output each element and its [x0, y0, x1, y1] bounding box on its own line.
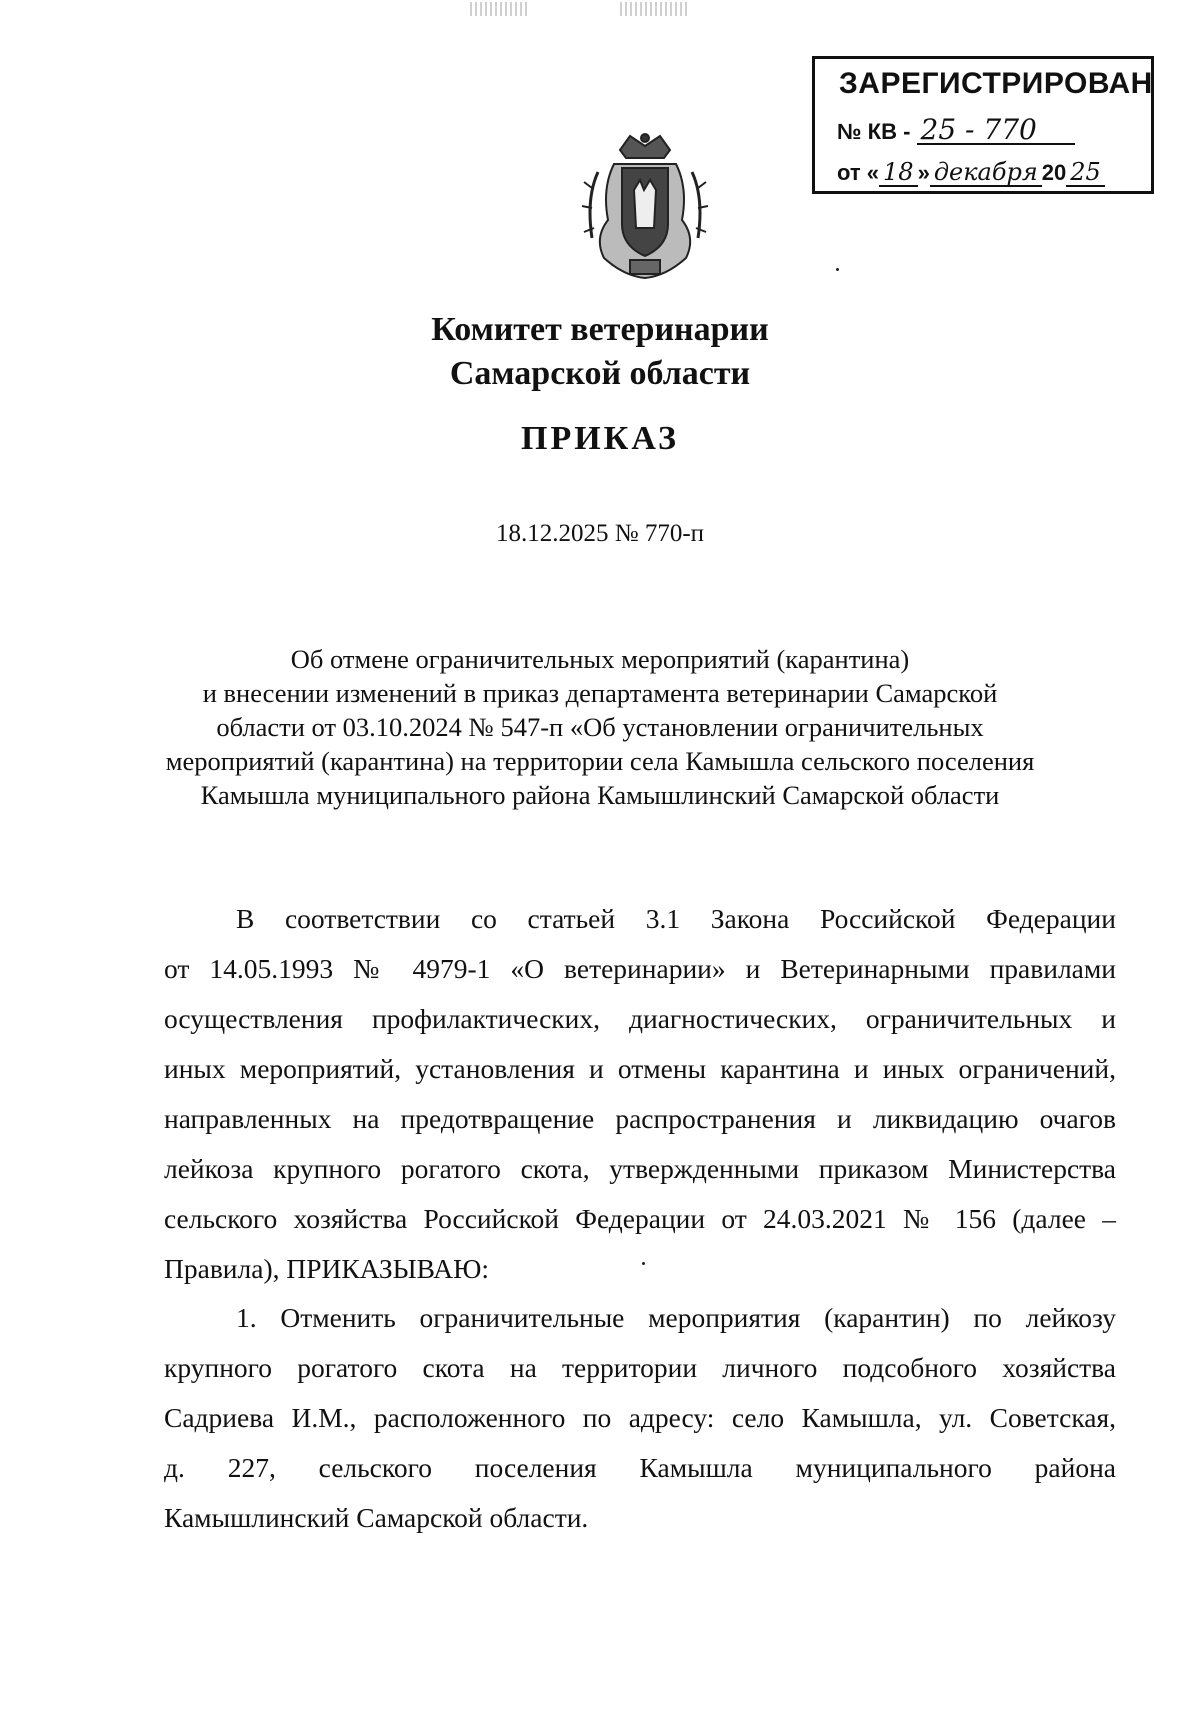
subject-line: и внесении изменений в приказ департамента ветеринарии Самарской: [202, 678, 998, 708]
stamp-date-mid: »: [917, 160, 930, 185]
scan-artifact: [470, 2, 528, 16]
preamble-line: сельского хозяйства Российской Федерации от 24.03.2021 № 156 (далее –: [164, 1203, 1116, 1234]
preamble-line: от 14.05.1993 № 4979-1 «О ветеринарии» и Ветеринарными правилами: [164, 953, 1116, 984]
item-line: Садриева И.М., расположенного по адресу: село Камышла, ул. Советская,: [164, 1402, 1116, 1433]
preamble-line: иных мероприятий, установления и отмены карантина и иных ограничений,: [164, 1053, 1116, 1084]
stamp-date-month: декабря: [930, 159, 1042, 187]
item-line: Камышлинский Самарской области.: [164, 1502, 589, 1533]
scan-speck: [836, 268, 839, 271]
item-line: 1. Отменить ограничительные мероприятия (карантин) по лейкозу: [236, 1302, 1116, 1333]
stamp-date-year-suffix: 25: [1066, 159, 1105, 187]
stamp-number-handwritten: 25 - 770: [917, 117, 1075, 145]
scan-artifact: [620, 2, 690, 16]
document-type: ПРИКАЗ: [521, 420, 679, 457]
preamble-line: Правила), ПРИКАЗЫВАЮ:: [164, 1253, 490, 1284]
preamble-line: лейкоза крупного рогатого скота, утвержденными приказом Министерства: [164, 1153, 1116, 1184]
item-line: крупного рогатого скота на территории личного подсобного хозяйства: [164, 1352, 1116, 1383]
preamble-line: осуществления профилактических, диагностических, ограничительных и: [164, 1003, 1116, 1034]
preamble-line: направленных на предотвращение распространения и ликвидацию очагов: [164, 1103, 1116, 1134]
subject-line: Об отмене ограничительных мероприятий (карантина): [290, 644, 910, 674]
document-date-number: 18.12.2025 № 770-п: [495, 520, 705, 547]
stamp-number-row: [837, 113, 1075, 146]
stamp-date-day: 18: [879, 159, 918, 187]
stamp-date-year-prefix: 20: [1041, 160, 1067, 185]
stamp-date-row: [837, 159, 1105, 187]
stamp-title: ЗАРЕГИСТРИРОВАН: [839, 67, 1153, 100]
stamp-date-prefix: от «: [837, 160, 880, 185]
subject-line: Камышла муниципального района Камышлинский Самарской области: [200, 780, 1000, 810]
subject-line: области от 03.10.2024 № 547-п «Об установлении ограничительных: [216, 712, 984, 742]
preamble-line: В соответствии со статьей 3.1 Закона Российской Федерации: [236, 903, 1116, 934]
coat-of-arms-icon: [574, 128, 716, 280]
subject-line: мероприятий (карантина) на территории села Камышла сельского поселения: [165, 746, 1035, 776]
stamp-number-prefix: № КВ -: [837, 119, 911, 144]
registration-stamp: [812, 56, 1154, 194]
organization-name-line1: Комитет ветеринарии: [431, 311, 769, 348]
organization-name-line2: Самарской области: [449, 355, 751, 392]
item-line: д. 227, сельского поселения Камышла муниципального района: [164, 1452, 1116, 1483]
